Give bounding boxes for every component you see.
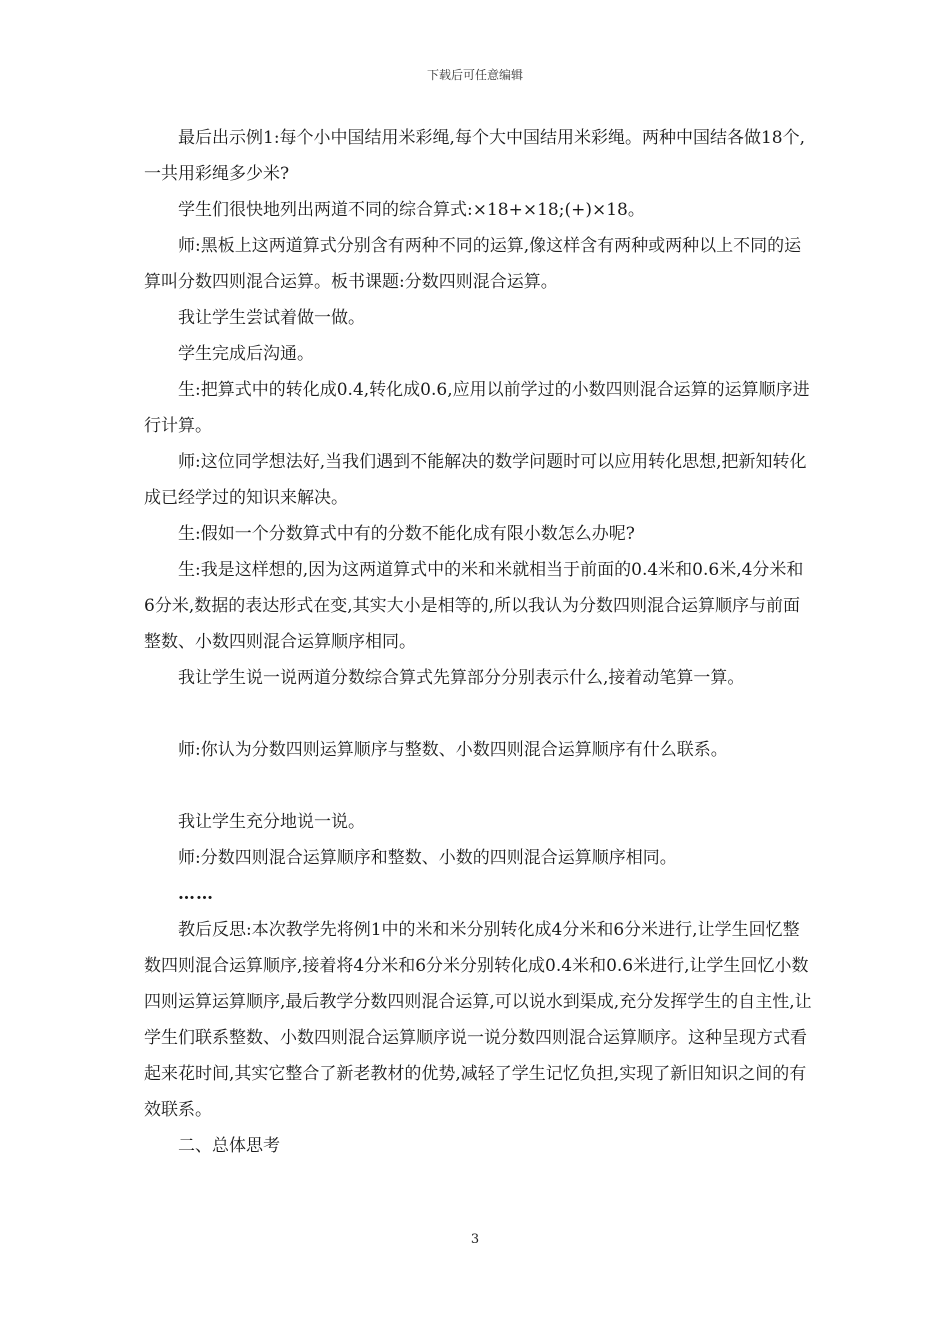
paragraph-student-convert: 生:把算式中的转化成0.4,转化成0.6,应用以前学过的小数四则混合运算的运算顺序进行计算。	[144, 380, 810, 436]
paragraph-teacher-question: 师:你认为分数四则运算顺序与整数、小数四则混合运算顺序有什么联系。	[178, 740, 728, 760]
paragraph-student-question: 生:假如一个分数算式中有的分数不能化成有限小数怎么办呢?	[178, 524, 635, 544]
page-number: 3	[470, 1232, 480, 1247]
paragraph-students-formulas: 学生们很快地列出两道不同的综合算式:×18+×18;(+)×18。	[178, 200, 645, 220]
spacer	[144, 696, 814, 732]
paragraph-reflection: 教后反思:本次教学先将例1中的米和米分别转化成4分米和6分米进行,让学生回忆整数四则混合运算顺序,接着将4分米和6分米分别转化成0.4米和0.6米进行,让学生回忆小数四则运算运算顺序,最后教学分数四则混合运算,可以说水到渠成,充分发挥学生的自主性,让学生们联系整数、小数四则混合运算顺序说一说分数四则混合运算顺序。这种呈现方式看起来花时间,其实它整合了新老教材的优势,减轻了学生记忆负担,实现了新旧知识之间的有效联系。	[144, 920, 812, 1120]
paragraph-teacher-summary: 师:分数四则混合运算顺序和整数、小数的四则混合运算顺序相同。	[178, 848, 677, 868]
section-heading: 二、总体思考	[178, 1136, 280, 1156]
document-body	[144, 120, 814, 1164]
paragraph-teacher-praise: 师:这位同学想法好,当我们遇到不能解决的数学问题时可以应用转化思想,把新知转化成已经学过的知识来解决。	[144, 452, 807, 508]
paragraph-communicate: 学生完成后沟通。	[178, 344, 314, 364]
paragraph-try: 我让学生尝试着做一做。	[178, 308, 365, 328]
ellipsis: ……	[178, 884, 214, 904]
page-header: 下载后可任意编辑	[426, 68, 523, 82]
paragraph-student-explain: 生:我是这样想的,因为这两道算式中的米和米就相当于前面的0.4米和0.6米,4分米和6分米,数据的表达形式在变,其实大小是相等的,所以我认为分数四则混合运算顺序与前面整数、小数四则混合运算顺序相同。	[144, 560, 804, 652]
paragraph-teacher-definition: 师:黑板上这两道算式分别含有两种不同的运算,像这样含有两种或两种以上不同的运算叫分数四则混合运算。板书课题:分数四则混合运算。	[144, 236, 802, 292]
paragraph-discuss: 我让学生充分地说一说。	[178, 812, 365, 832]
paragraph-example-1: 最后出示例1:每个小中国结用米彩绳,每个大中国结用米彩绳。两种中国结各做18个,一共用彩绳多少米?	[144, 128, 805, 184]
spacer	[144, 768, 814, 804]
paragraph-explain-steps: 我让学生说一说两道分数综合算式先算部分分别表示什么,接着动笔算一算。	[178, 668, 745, 688]
